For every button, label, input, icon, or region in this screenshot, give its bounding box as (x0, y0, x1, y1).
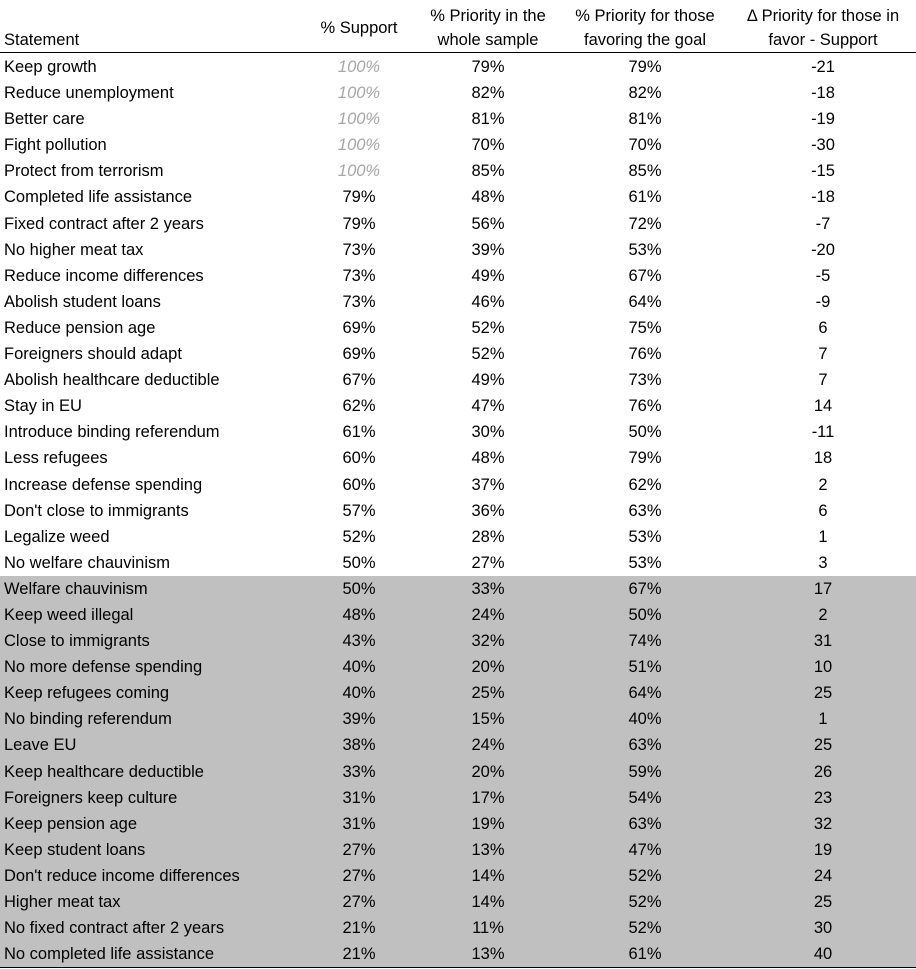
cell-statement: Increase defense spending (4, 475, 203, 494)
cell-statement: Stay in EU (4, 397, 82, 416)
cell-priority-whole: 33% (471, 579, 505, 598)
table-row (0, 80, 916, 106)
cell-priority-whole: 81% (471, 110, 505, 129)
cell-delta: 2 (818, 475, 828, 494)
table-row (0, 263, 916, 289)
cell-priority-favor: 47% (628, 840, 662, 859)
cell-priority-whole: 25% (471, 684, 505, 703)
cell-delta: -19 (811, 110, 835, 129)
cell-support: 73% (342, 240, 376, 259)
cell-support: 38% (342, 736, 376, 755)
cell-statement: Introduce binding referendum (4, 423, 220, 442)
cell-delta: 25 (813, 684, 833, 703)
table-row (0, 576, 916, 602)
cell-priority-favor: 50% (628, 605, 662, 624)
cell-delta: 30 (813, 919, 833, 938)
header-priority-favor (561, 4, 729, 52)
cell-delta: 1 (818, 527, 828, 546)
cell-priority-favor: 72% (628, 214, 662, 233)
cell-delta: -9 (815, 292, 831, 311)
cell-priority-whole: 14% (471, 866, 505, 885)
cell-support: 33% (342, 762, 376, 781)
cell-priority-whole: 52% (471, 318, 505, 337)
cell-statement: Less refugees (4, 449, 108, 468)
table-row (0, 837, 916, 863)
table-row (0, 132, 916, 158)
header-priority-whole (418, 4, 558, 52)
cell-delta: -18 (811, 188, 835, 207)
cell-statement: Fight pollution (4, 136, 107, 155)
cell-statement: Reduce unemployment (4, 84, 174, 103)
cell-delta: 32 (813, 814, 833, 833)
cell-priority-whole: 19% (471, 814, 505, 833)
table-row (0, 237, 916, 263)
cell-support: 27% (342, 893, 376, 911)
cell-priority-favor: 52% (628, 919, 662, 938)
cell-priority-favor: 82% (628, 84, 662, 103)
cell-delta: 6 (818, 318, 828, 337)
cell-statement: Foreigners should adapt (4, 345, 182, 364)
table-row (0, 341, 916, 367)
cell-priority-favor: 50% (628, 423, 662, 442)
cell-statement: Don't reduce income differences (4, 866, 240, 885)
header-priority-whole-line1: % Priority in the (430, 7, 546, 25)
cell-support: 79% (342, 188, 376, 207)
table-row (0, 445, 916, 471)
cell-priority-favor: 76% (628, 397, 662, 416)
table-row (0, 654, 916, 680)
cell-priority-favor: 63% (628, 814, 662, 833)
cell-priority-favor: 67% (628, 579, 662, 598)
cell-statement: Keep growth (4, 58, 97, 76)
cell-support: 73% (342, 292, 376, 311)
cell-priority-whole: 36% (471, 501, 505, 520)
cell-priority-whole: 15% (471, 710, 505, 729)
cell-delta: -7 (815, 214, 831, 233)
header-delta-line2: favor - Support (768, 31, 878, 49)
cell-priority-whole: 24% (471, 736, 505, 755)
header-delta (730, 4, 916, 52)
table-row (0, 915, 916, 941)
cell-support: 40% (342, 684, 376, 703)
table-row (0, 211, 916, 237)
cell-priority-whole: 20% (471, 658, 505, 677)
cell-statement: Abolish healthcare deductible (4, 371, 220, 390)
cell-priority-whole: 49% (471, 266, 505, 285)
table-row (0, 524, 916, 550)
cell-priority-whole: 13% (471, 945, 505, 964)
cell-statement: Leave EU (4, 736, 77, 755)
cell-priority-favor: 79% (628, 58, 662, 76)
table-row (0, 941, 916, 967)
table-row (0, 680, 916, 706)
cell-support: 43% (342, 632, 376, 651)
cell-delta: 24 (813, 866, 833, 885)
cell-delta: 17 (813, 579, 833, 598)
cell-priority-whole: 24% (471, 605, 505, 624)
cell-statement: Completed life assistance (4, 188, 193, 207)
cell-support: 50% (342, 579, 376, 598)
cell-delta: -20 (811, 240, 835, 259)
cell-priority-whole: 49% (471, 371, 505, 390)
cell-support: 50% (342, 553, 376, 572)
cell-support: 69% (342, 318, 376, 337)
cell-priority-favor: 53% (628, 527, 662, 546)
cell-delta: 2 (818, 605, 828, 624)
cell-delta: -5 (815, 266, 831, 285)
cell-delta: 19 (813, 840, 833, 859)
table-row (0, 889, 916, 915)
table-row (0, 54, 916, 80)
table-row (0, 863, 916, 889)
table-body (0, 54, 916, 967)
cell-statement: Keep refugees coming (4, 684, 170, 703)
cell-priority-favor: 53% (628, 553, 662, 572)
cell-support: 60% (342, 449, 376, 468)
table-row (0, 785, 916, 811)
table-row (0, 602, 916, 628)
cell-support: 100% (337, 162, 381, 181)
table-row (0, 106, 916, 132)
cell-priority-favor: 70% (628, 136, 662, 155)
cell-delta: 14 (813, 397, 833, 416)
cell-statement: Foreigners keep culture (4, 788, 178, 807)
table-bottom-border (0, 967, 916, 968)
cell-priority-whole: 13% (471, 840, 505, 859)
cell-statement: No more defense spending (4, 658, 203, 677)
cell-priority-whole: 52% (471, 345, 505, 364)
cell-delta: -11 (811, 423, 835, 442)
cell-delta: 25 (813, 736, 833, 755)
cell-statement: Welfare chauvinism (4, 579, 148, 598)
cell-support: 27% (342, 840, 376, 859)
cell-priority-favor: 75% (628, 318, 662, 337)
cell-delta: -15 (811, 162, 835, 181)
table-row (0, 811, 916, 837)
cell-priority-whole: 28% (471, 527, 505, 546)
cell-priority-favor: 61% (628, 188, 662, 207)
cell-statement: Keep weed illegal (4, 605, 134, 624)
table-row (0, 472, 916, 498)
cell-statement: Keep healthcare deductible (4, 762, 204, 781)
cell-priority-whole: 70% (471, 136, 505, 155)
cell-priority-favor: 73% (628, 371, 662, 390)
cell-delta: 18 (813, 449, 833, 468)
cell-statement: Higher meat tax (4, 893, 121, 911)
cell-support: 21% (342, 919, 376, 938)
cell-statement: Legalize weed (4, 527, 110, 546)
cell-statement: No completed life assistance (4, 945, 215, 964)
table-row (0, 628, 916, 654)
cell-statement: No higher meat tax (4, 240, 144, 259)
cell-support: 73% (342, 266, 376, 285)
cell-support: 100% (337, 58, 381, 76)
cell-delta: 26 (813, 762, 833, 781)
cell-support: 100% (337, 110, 381, 129)
cell-support: 52% (342, 527, 376, 546)
cell-priority-whole: 48% (471, 188, 505, 207)
cell-priority-favor: 67% (628, 266, 662, 285)
cell-priority-favor: 76% (628, 345, 662, 364)
header-priority-whole-line2: whole sample (437, 31, 539, 49)
cell-priority-whole: 17% (471, 788, 505, 807)
cell-priority-whole: 79% (471, 58, 505, 76)
table-row (0, 158, 916, 184)
cell-statement: Reduce income differences (4, 266, 204, 285)
cell-priority-favor: 61% (628, 945, 662, 964)
cell-statement: Protect from terrorism (4, 162, 164, 181)
cell-support: 67% (342, 371, 376, 390)
cell-support: 39% (342, 710, 376, 729)
cell-delta: 10 (813, 658, 833, 677)
header-statement: Statement (4, 31, 80, 49)
cell-support: 21% (342, 945, 376, 964)
cell-support: 31% (342, 814, 376, 833)
cell-delta: 3 (818, 553, 828, 572)
cell-priority-favor: 64% (628, 292, 662, 311)
cell-priority-whole: 85% (471, 162, 505, 181)
cell-priority-favor: 62% (628, 475, 662, 494)
cell-support: 31% (342, 788, 376, 807)
cell-support: 100% (337, 136, 381, 155)
cell-delta: -21 (811, 58, 835, 76)
cell-priority-whole: 37% (471, 475, 505, 494)
table-row (0, 550, 916, 576)
cell-support: 61% (342, 423, 376, 442)
cell-delta: 40 (813, 945, 833, 964)
cell-delta: 7 (818, 345, 828, 364)
cell-priority-whole: 82% (471, 84, 505, 103)
cell-statement: Close to immigrants (4, 632, 150, 651)
table-row (0, 706, 916, 732)
cell-priority-favor: 52% (628, 866, 662, 885)
cell-priority-whole: 32% (471, 632, 505, 651)
cell-priority-favor: 54% (628, 788, 662, 807)
cell-statement: Keep pension age (4, 814, 138, 833)
cell-priority-whole: 39% (471, 240, 505, 259)
header-delta-line1: Δ Priority for those in (746, 7, 900, 25)
cell-statement: No welfare chauvinism (4, 553, 170, 572)
cell-support: 62% (342, 397, 376, 416)
table-row (0, 289, 916, 315)
cell-statement: No fixed contract after 2 years (4, 919, 225, 938)
cell-priority-favor: 85% (628, 162, 662, 181)
cell-priority-favor: 81% (628, 110, 662, 129)
table-row (0, 393, 916, 419)
cell-delta: -30 (811, 136, 835, 155)
cell-priority-favor: 52% (628, 893, 662, 911)
cell-statement: Fixed contract after 2 years (4, 214, 204, 233)
cell-statement: Abolish student loans (4, 292, 161, 311)
table-row (0, 315, 916, 341)
table-header (0, 0, 916, 53)
cell-support: 69% (342, 345, 376, 364)
cell-priority-favor: 64% (628, 684, 662, 703)
header-priority-favor-line2: favoring the goal (583, 31, 706, 49)
cell-delta: 31 (813, 632, 833, 651)
cell-statement: No binding referendum (4, 710, 172, 729)
table-row (0, 184, 916, 210)
cell-statement: Better care (4, 110, 85, 129)
cell-support: 79% (342, 214, 376, 233)
cell-delta: 7 (818, 371, 828, 390)
cell-support: 60% (342, 475, 376, 494)
cell-priority-favor: 53% (628, 240, 662, 259)
cell-support: 48% (342, 605, 376, 624)
cell-support: 57% (342, 501, 376, 520)
cell-priority-whole: 48% (471, 449, 505, 468)
cell-priority-favor: 40% (628, 710, 662, 729)
header-priority-favor-line1: % Priority for those (575, 7, 715, 25)
cell-support: 40% (342, 658, 376, 677)
cell-support: 100% (337, 84, 381, 103)
cell-priority-favor: 51% (628, 658, 662, 677)
table-row (0, 732, 916, 758)
cell-statement: Reduce pension age (4, 318, 156, 337)
cell-priority-favor: 63% (628, 736, 662, 755)
cell-priority-whole: 11% (472, 919, 504, 938)
cell-priority-whole: 47% (471, 397, 505, 416)
table-row (0, 367, 916, 393)
cell-priority-whole: 46% (471, 292, 505, 311)
cell-priority-favor: 79% (628, 449, 662, 468)
cell-statement: Keep student loans (4, 840, 146, 859)
table-row (0, 759, 916, 785)
cell-support: 27% (342, 866, 376, 885)
cell-priority-whole: 27% (471, 553, 505, 572)
cell-delta: 23 (813, 788, 833, 807)
cell-delta: 6 (818, 501, 828, 520)
cell-priority-favor: 74% (628, 632, 662, 651)
cell-delta: 1 (818, 710, 828, 729)
cell-priority-whole: 30% (471, 423, 505, 442)
cell-priority-whole: 20% (471, 762, 505, 781)
cell-priority-favor: 59% (628, 762, 662, 781)
cell-delta: -18 (811, 84, 835, 103)
cell-priority-favor: 63% (628, 501, 662, 520)
header-support: % Support (320, 19, 398, 37)
table-row (0, 419, 916, 445)
table-row (0, 498, 916, 524)
cell-delta: 25 (813, 893, 833, 911)
cell-priority-whole: 56% (471, 214, 505, 233)
cell-priority-whole: 14% (471, 893, 505, 911)
cell-statement: Don't close to immigrants (4, 501, 189, 520)
